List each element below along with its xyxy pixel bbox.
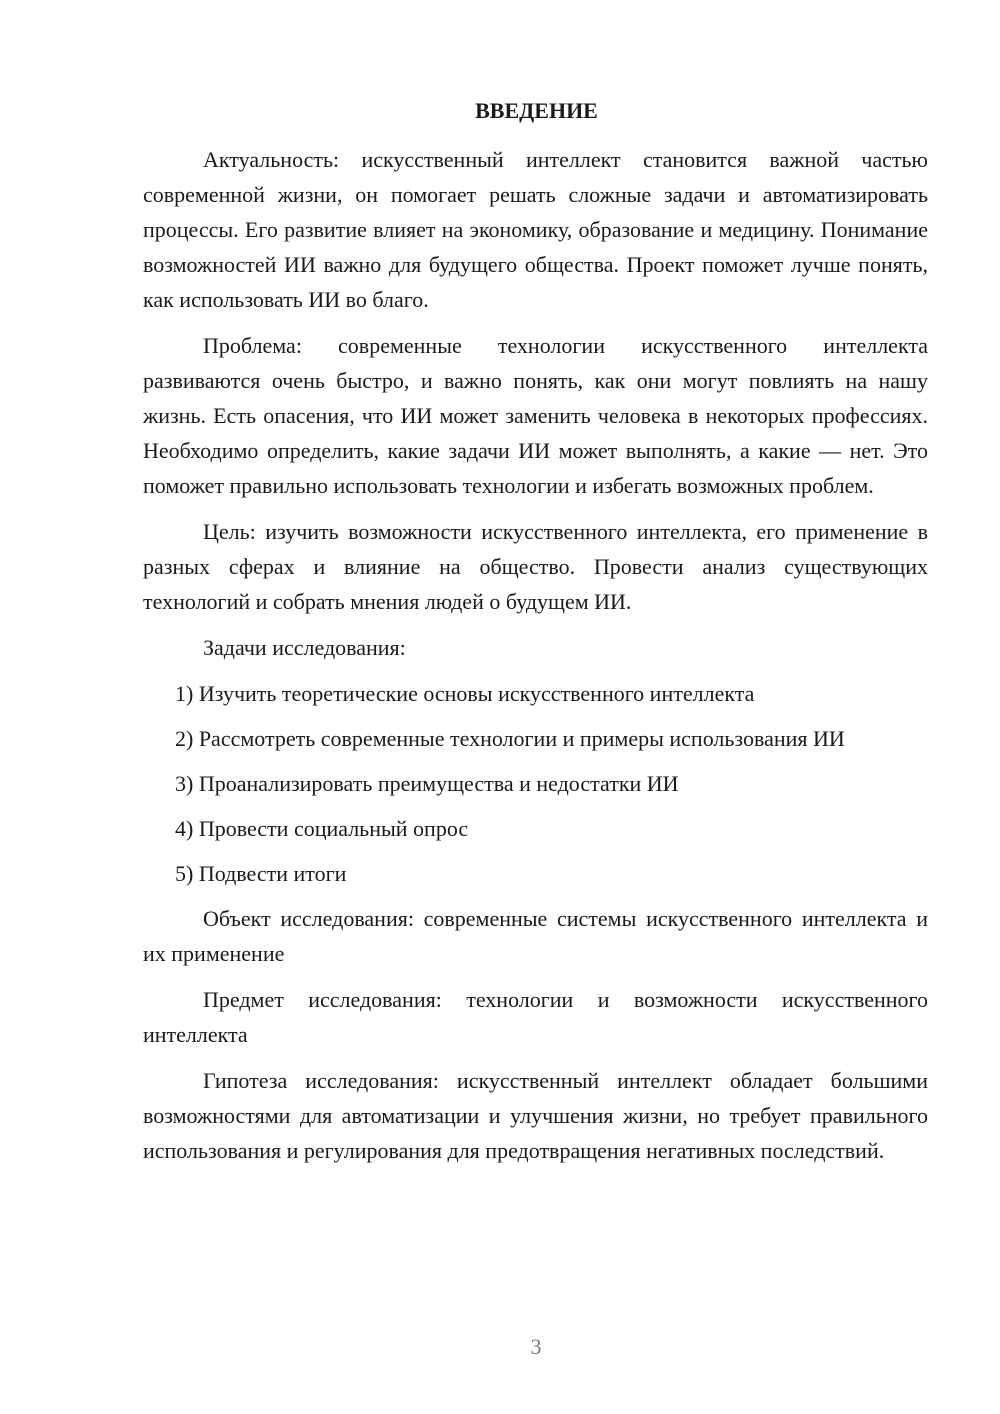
paragraph-problem: Проблема: современные технологии искусственного интеллекта развиваются очень быстро, и важно понять, как они могут повлиять на нашу жизнь. Есть опасения, что ИИ может заменить человека в некоторых профессиях. Необходимо определить, какие задачи ИИ может выполнять, а какие — нет. Это поможет правильно использовать технологии и избегать возможных проблем.	[143, 333, 928, 498]
section-title: ВВЕДЕНИЕ	[475, 98, 598, 123]
task-item-2: 2) Рассмотреть современные технологии и примеры использования ИИ	[175, 726, 845, 751]
paragraph-relevance: Актуальность: искусственный интеллект становится важной частью современной жизни, он помогает решать сложные задачи и автоматизировать процессы. Его развитие влияет на экономику, образование и медицину. Понимание возможностей ИИ важно для будущего общества. Проект поможет лучше понять, как использовать ИИ во благо.	[143, 147, 928, 312]
tasks-heading: Задачи исследования:	[203, 635, 406, 660]
paragraph-goal: Цель: изучить возможности искусственного интеллекта, его применение в разных сферах и влияние на общество. Провести анализ существующих технологий и собрать мнения людей о будущем ИИ.	[143, 519, 928, 614]
paragraph-subject: Предмет исследования: технологии и возможности искусственного интеллекта	[143, 987, 928, 1047]
task-item-4: 4) Провести социальный опрос	[175, 816, 469, 841]
task-item-1: 1) Изучить теоретические основы искусственного интеллекта	[175, 681, 755, 706]
task-item-5: 5) Подвести итоги	[175, 861, 347, 886]
page-content	[143, 96, 928, 1179]
paragraph-hypothesis: Гипотеза исследования: искусственный интеллект обладает большими возможностями для автоматизации и улучшения жизни, но требует правильного использования и регулирования для предотвращения негативных последствий.	[143, 1068, 928, 1163]
paragraph-object: Объект исследования: современные системы искусственного интеллекта и их применение	[143, 906, 928, 966]
task-item-3: 3) Проанализировать преимущества и недостатки ИИ	[175, 771, 679, 796]
page-number: 3	[530, 1334, 542, 1359]
